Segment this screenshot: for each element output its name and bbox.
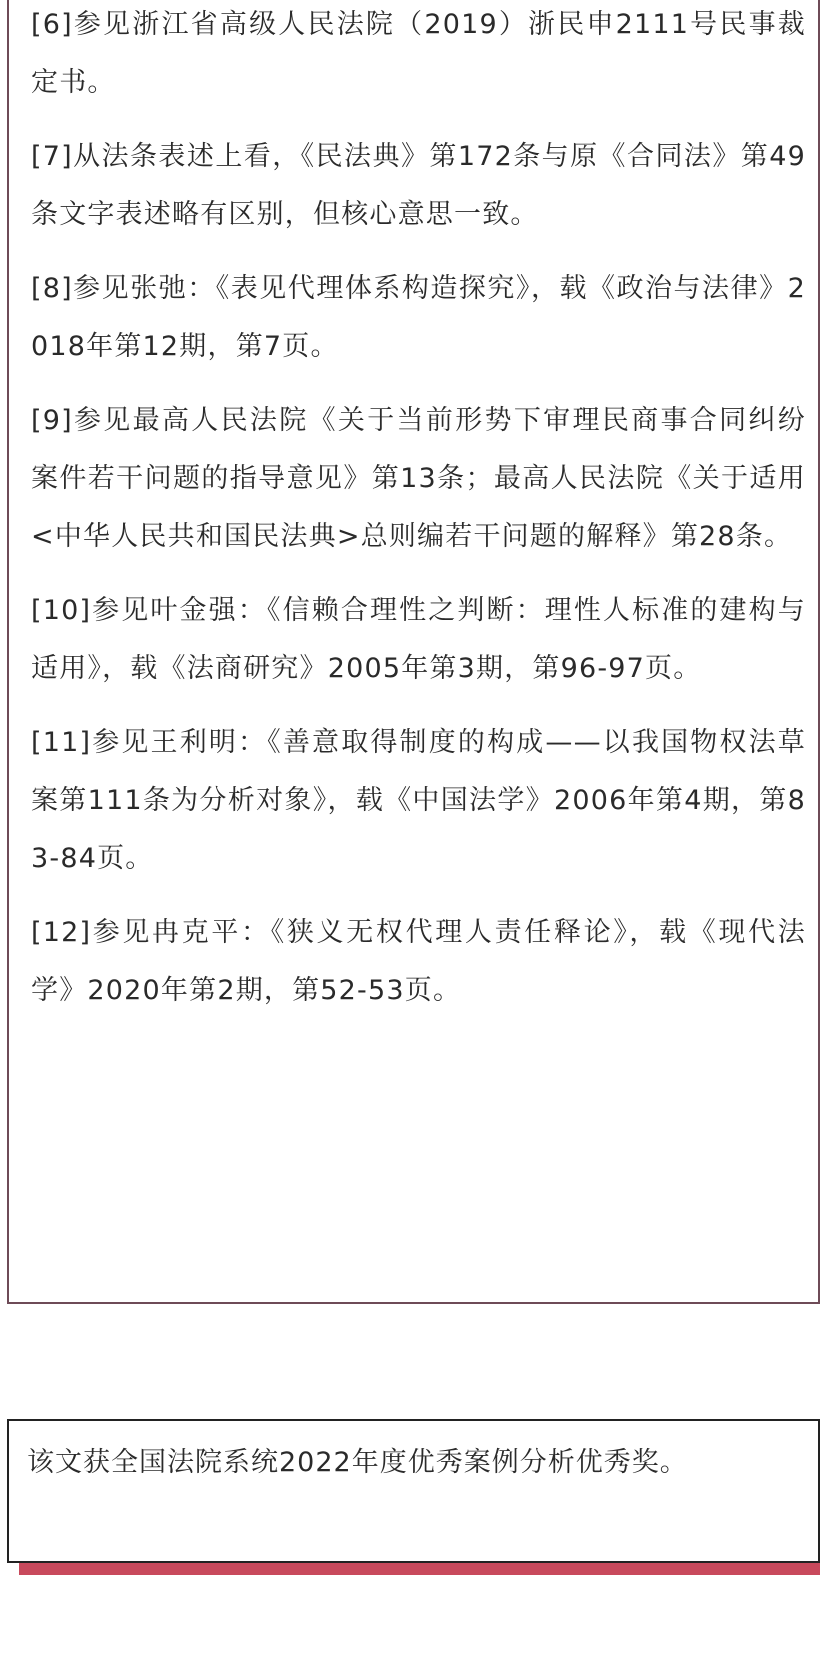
footnotes-box xyxy=(7,0,820,1304)
footnote-8: [8]参见张弛：《表见代理体系构造探究》，载《政治与法律》2018年第12期，第7页。 xyxy=(31,273,806,362)
footnote-12: [12]参见冉克平：《狭义无权代理人责任释论》，载《现代法学》2020年第2期，第52-53页。 xyxy=(31,917,806,1006)
award-notice-box xyxy=(7,1419,820,1563)
accent-bar-divider xyxy=(19,1561,820,1575)
award-notice-text: 该文获全国法院系统2022年度优秀案例分析优秀奖。 xyxy=(27,1447,688,1478)
footnote-9: [9]参见最高人民法院《关于当前形势下审理民商事合同纠纷案件若干问题的指导意见》第13条；最高人民法院《关于适用<中华人民共和国民法典>总则编若干问题的解释》第28条。 xyxy=(31,405,806,552)
footnotes-list xyxy=(31,0,806,1036)
footnote-11: [11]参见王利明：《善意取得制度的构成——以我国物权法草案第111条为分析对象》，载《中国法学》2006年第4期，第83-84页。 xyxy=(31,727,806,874)
footnote-7: [7]从法条表述上看，《民法典》第172条与原《合同法》第49条文字表述略有区别，但核心意思一致。 xyxy=(31,141,806,230)
footnote-10: [10]参见叶金强：《信赖合理性之判断：理性人标准的建构与适用》，载《法商研究》2005年第3期，第96-97页。 xyxy=(31,595,806,684)
footnote-6: [6]参见浙江省高级人民法院（2019）浙民申2111号民事裁定书。 xyxy=(31,9,806,98)
